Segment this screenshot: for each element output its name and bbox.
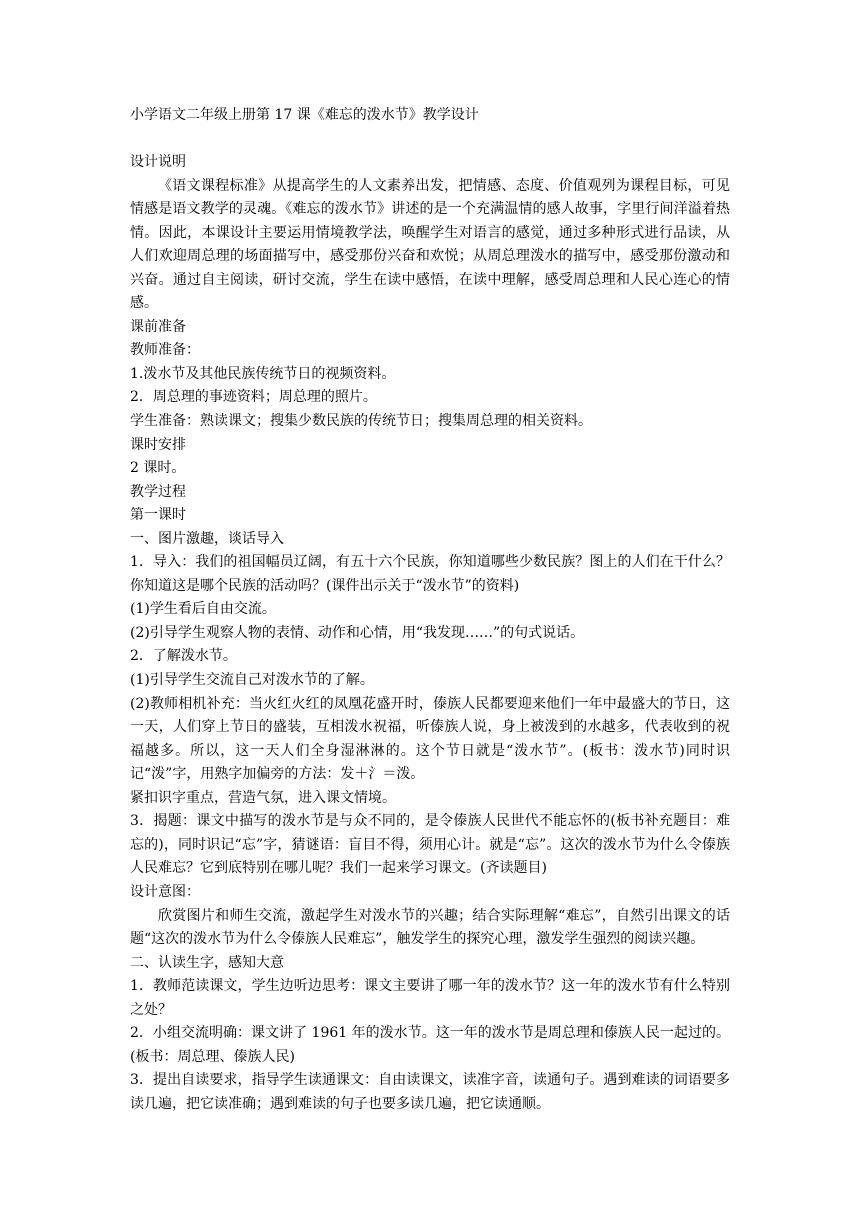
paragraph: 紧扣识字重点，营造气氛，进入课文情境。 xyxy=(130,789,396,806)
paragraph: 教学过程 xyxy=(130,483,186,500)
paragraph: (2)教师相机补充：当火红火红的凤凰花盛开时，傣族人民都要迎来他们一年中最盛大的节日，这一天，人们穿上节日的盛装，互相泼水祝福，听傣族人说，身上被泼到的水越多，代表收到的祝福越多。所以，这一天人们全身湿淋淋的。这个节日就是“泼水节”。(板书：泼水节)同时识记“泼”字，用熟字加偏旁的方法：发＋氵＝泼。 xyxy=(130,695,730,783)
paragraph: (1)学生看后自由交流。 xyxy=(130,601,276,618)
paragraph: 教师准备： xyxy=(130,342,200,359)
paragraph: 欣赏图片和师生交流，激起学生对泼水节的兴趣；结合实际理解“难忘”，自然引出课文的话题“这次的泼水节为什么令傣族人民难忘”，触发学生的探究心理，激发学生强烈的阅读兴趣。 xyxy=(130,907,730,948)
paragraph: 2．周总理的事迹资料；周总理的照片。 xyxy=(130,389,377,406)
paragraph: 2．了解泼水节。 xyxy=(130,648,237,665)
paragraph: 一、图片激趣，谈话导入 xyxy=(130,530,284,547)
paragraph: 第一课时 xyxy=(130,507,186,524)
paragraph: 1．导入：我们的祖国幅员辽阔，有五十六个民族，你知道哪些少数民族？图上的人们在干什么？你知道这是哪个民族的活动吗？(课件出示关于“泼水节”的资料) xyxy=(130,554,730,594)
paragraph: 1．教师范读课文，学生边听边思考：课文主要讲了哪一年的泼水节？这一年的泼水节有什么特别之处？ xyxy=(130,978,730,1018)
paragraph: 2．小组交流明确：课文讲了 1961 年的泼水节。这一年的泼水节是周总理和傣族人民一起过的。(板书：周总理、傣族人民) xyxy=(130,1025,730,1065)
paragraph: 3．揭题：课文中描写的泼水节是与众不同的，是令傣族人民世代不能忘怀的(板书补充题目：难忘的)，同时识记“忘”字，猜谜语：盲目不得，须用心计。就是“忘”。这次的泼水节为什么令傣族人民难忘？它到底特别在哪儿呢？我们一起来学习课文。(齐读题目) xyxy=(130,813,730,877)
paragraph: 学生准备：熟读课文；搜集少数民族的传统节日；搜集周总理的相关资料。 xyxy=(130,413,592,430)
document-body xyxy=(130,151,730,1116)
paragraph: 课前准备 xyxy=(130,318,186,335)
document-title: 小学语文二年级上册第 17 课《难忘的泼水节》教学设计 xyxy=(130,107,479,123)
paragraph: 3．提出自读要求，指导学生读通课文：自由读课文，读准字音，读通句子。遇到难读的词语要多读几遍，把它读准确；遇到难读的句子也要多读几遍，把它读通顺。 xyxy=(130,1072,730,1112)
paragraph: 二、认读生字，感知大意 xyxy=(130,954,284,971)
paragraph: 设计意图： xyxy=(130,883,200,900)
paragraph: (2)引导学生观察人物的表情、动作和心情，用“我发现……”的句式说话。 xyxy=(130,624,585,641)
paragraph: 设计说明 xyxy=(130,154,186,170)
paragraph: 课时安排 xyxy=(130,436,186,453)
paragraph: 1.泼水节及其他民族传统节日的视频资料。 xyxy=(130,365,396,382)
paragraph: 2 课时。 xyxy=(130,460,186,477)
paragraph: 《语文课程标准》从提高学生的人文素养出发，把情感、态度、价值观列为课程目标，可见情感是语文教学的灵魂。《难忘的泼水节》讲述的是一个充满温情的感人故事，字里行间洋溢着热情。因此，本课设计主要运用情境教学法，唤醒学生对语言的感觉，通过多种形式进行品读，从人们欢迎周总理的场面描写中，感受那份兴奋和欢悦；从周总理泼水的描写中，感受那份激动和兴奋。通过自主阅读，研讨交流，学生在读中感悟，在读中理解，感受周总理和人民心连心的情感。 xyxy=(130,177,730,312)
title-spacer xyxy=(130,127,730,151)
document-page xyxy=(130,103,730,1116)
paragraph: (1)引导学生交流自己对泼水节的了解。 xyxy=(130,672,374,689)
